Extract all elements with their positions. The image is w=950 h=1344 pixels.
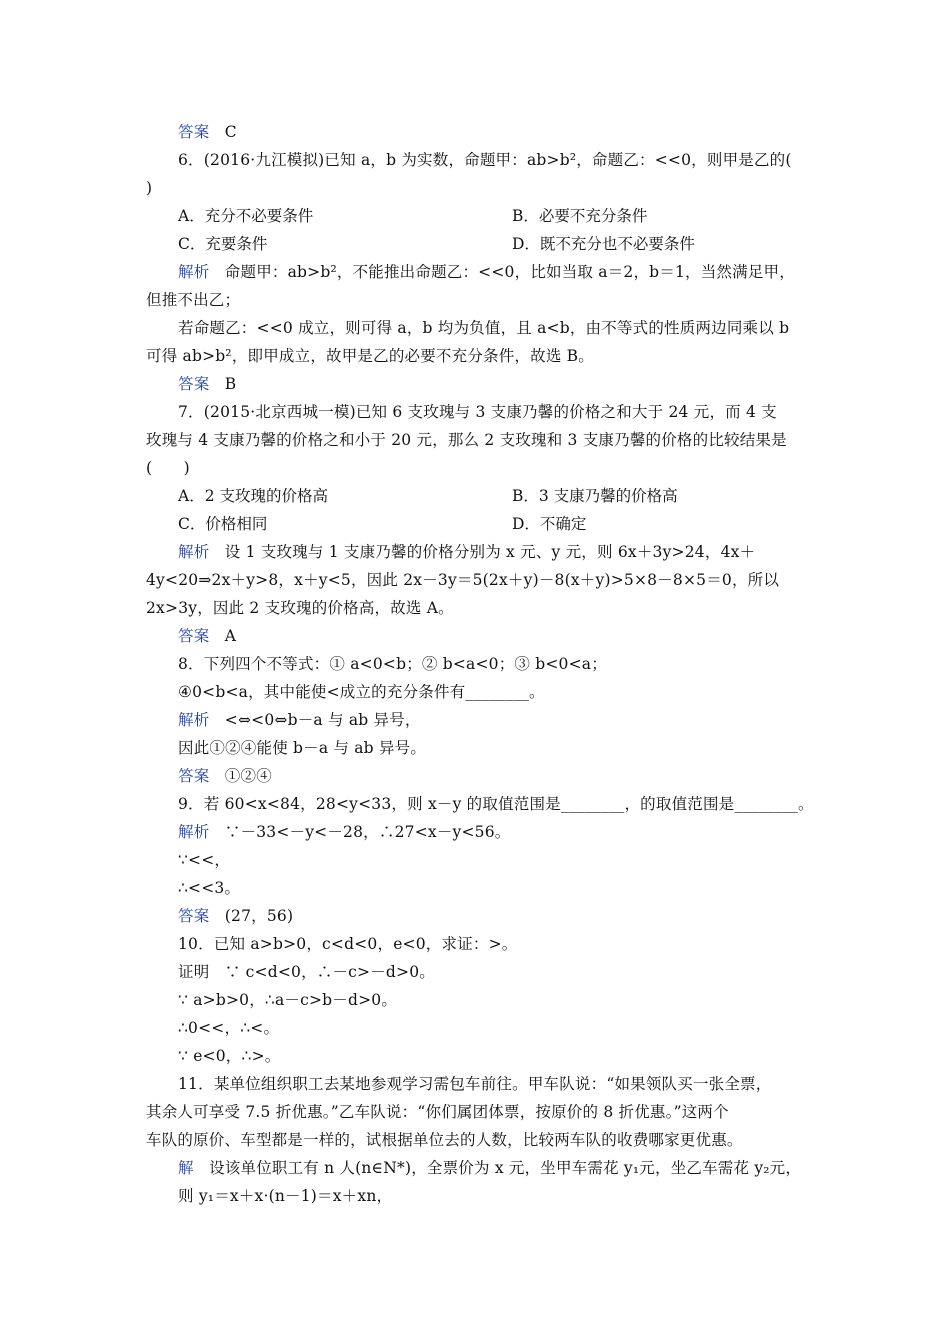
- q6-analysis-line-2: 但推不出乙；: [146, 291, 241, 309]
- q10-stem-line-1: 10．已知 a>b>0，c<d<0，e<0，求证：>。: [178, 935, 518, 953]
- q7-option-a: A．2 支玫瑰的价格高: [178, 487, 328, 505]
- q7-option-d: D．不确定: [512, 515, 587, 533]
- analysis-text: <⇔<0⇔b－a 与 ab 异号，: [224, 711, 421, 729]
- q9-analysis-line-2: ∵<<，: [178, 851, 231, 869]
- q7-analysis-line-1: [178, 541, 848, 563]
- q7-option-c: C．价格相同: [178, 515, 268, 533]
- answer-value: (27，56): [224, 907, 294, 925]
- answer-label: 答案: [178, 627, 210, 645]
- q7-stem-line-2: 玫瑰与 4 支康乃馨的价格之和小于 20 元，那么 2 支玫瑰和 3 支康乃馨的价格的比较结果是: [146, 431, 787, 449]
- q8-stem-line-2: ④0<b<a，其中能使<成立的充分条件有________。: [178, 683, 545, 701]
- analysis-text: 命题甲：ab>b²，不能推出命题乙：<<0，比如当取 a＝2，b＝1，当然满足甲，: [224, 263, 795, 281]
- proof-label: 证明: [178, 963, 210, 981]
- answer-label: 答案: [178, 375, 210, 393]
- q6-analysis-line-3: 若命题乙：<<0 成立，则可得 a，b 均为负值，且 a<b，由不等式的性质两边同乘以 b: [178, 319, 790, 337]
- q8-analysis-line-2: 因此①②④能使 b－a 与 ab 异号。: [178, 739, 427, 757]
- q6-stem-line-2: ): [146, 179, 153, 197]
- q6-option-c: C．充要条件: [178, 235, 268, 253]
- solution-text: 设该单位职工有 n 人(n∈N*)，全票价为 x 元，坐甲车需花 y₁元，坐乙车需花 y₂元，: [209, 1159, 802, 1177]
- q11-solution-line-2: 则 y₁＝x＋x·(n－1)＝x＋xn，: [178, 1187, 393, 1205]
- q7-analysis-line-3: 2x>3y，因此 2 支玫瑰的价格高，故选 A。: [146, 599, 454, 617]
- answer-value: B: [224, 375, 237, 393]
- q6-stem-line-1: 6．(2016·九江模拟)已知 a，b 为实数，命题甲：ab>b²，命题乙：<<0，则甲是乙的(: [178, 151, 792, 169]
- analysis-text: 设 1 支玫瑰与 1 支康乃馨的价格分别为 x 元、y 元，则 6x＋3y>24，4x＋: [224, 543, 756, 561]
- answer-label: 答案: [178, 123, 210, 141]
- q9-analysis-line-3: ∴<<3。: [178, 879, 241, 897]
- q10-proof-line-4: ∵ e<0，∴>。: [178, 1047, 281, 1065]
- q11-stem-line-3: 车队的原价、车型都是一样的，试根据单位去的人数，比较两车队的收费哪家更优惠。: [146, 1131, 743, 1149]
- proof-text: ∵ c<d<0，∴－c>－d>0。: [224, 963, 436, 981]
- q6-analysis-line-1: [178, 261, 848, 283]
- q8-answer-line: [178, 765, 848, 787]
- q10-proof-line-2: ∵ a>b>0，∴a－c>b－d>0。: [178, 991, 398, 1009]
- q7-stem-line-3: ( ): [146, 459, 190, 477]
- analysis-label: 解析: [178, 543, 210, 561]
- answer-label: 答案: [178, 907, 210, 925]
- q10-proof-line-1: [178, 961, 848, 983]
- solution-label: 解: [178, 1159, 194, 1177]
- q8-analysis-line-1: [178, 709, 848, 731]
- answer-value: A: [224, 627, 237, 645]
- q7-stem-line-1: 7．(2015·北京西城一模)已知 6 支玫瑰与 3 支康乃馨的价格之和大于 24 元，而 4 支: [178, 403, 777, 421]
- analysis-text: ∵－33<－y<－28，∴27<x－y<56。: [224, 823, 511, 841]
- q7-answer-line: [178, 625, 848, 647]
- q9-analysis-line-1: [178, 821, 848, 843]
- q11-solution-line-1: [178, 1157, 848, 1179]
- q8-stem-line-1: 8．下列四个不等式：① a<0<b；② b<a<0；③ b<0<a；: [178, 655, 607, 673]
- analysis-label: 解析: [178, 711, 210, 729]
- q7-option-b: B．3 支康乃馨的价格高: [512, 487, 678, 505]
- q7-analysis-line-2: 4y<20⇒2x＋y>8，x＋y<5，因此 2x－3y＝5(2x＋y)－8(x＋y)>5×8－8×5＝0，所以: [146, 571, 780, 589]
- q9-answer-line: [178, 905, 848, 927]
- analysis-label: 解析: [178, 823, 210, 841]
- q9-stem-line-1: 9．若 60<x<84，28<y<33，则 x－y 的取值范围是________，的取值范围是________。: [178, 795, 814, 813]
- q6-option-b: B．必要不充分条件: [512, 207, 648, 225]
- answer-label: 答案: [178, 767, 210, 785]
- q6-option-d: D．既不充分也不必要条件: [512, 235, 695, 253]
- answer-value: C: [224, 123, 237, 141]
- q6-analysis-line-4: 可得 ab>b²，即甲成立，故甲是乙的必要不充分条件，故选 B。: [146, 347, 594, 365]
- analysis-label: 解析: [178, 263, 210, 281]
- q10-proof-line-3: ∴0<<，∴<。: [178, 1019, 280, 1037]
- q5-answer-line: [178, 121, 848, 143]
- q6-answer-line: [178, 373, 848, 395]
- q6-option-a: A．充分不必要条件: [178, 207, 314, 225]
- answer-value: ①②④: [224, 767, 272, 785]
- q11-stem-line-1: 11．某单位组织职工去某地参观学习需包车前往。甲车队说：“如果领队买一张全票，: [178, 1075, 772, 1093]
- q11-stem-line-2: 其余人可享受 7.5 折优惠。”乙车队说：“你们属团体票，按原价的 8 折优惠。”这两个: [146, 1103, 729, 1121]
